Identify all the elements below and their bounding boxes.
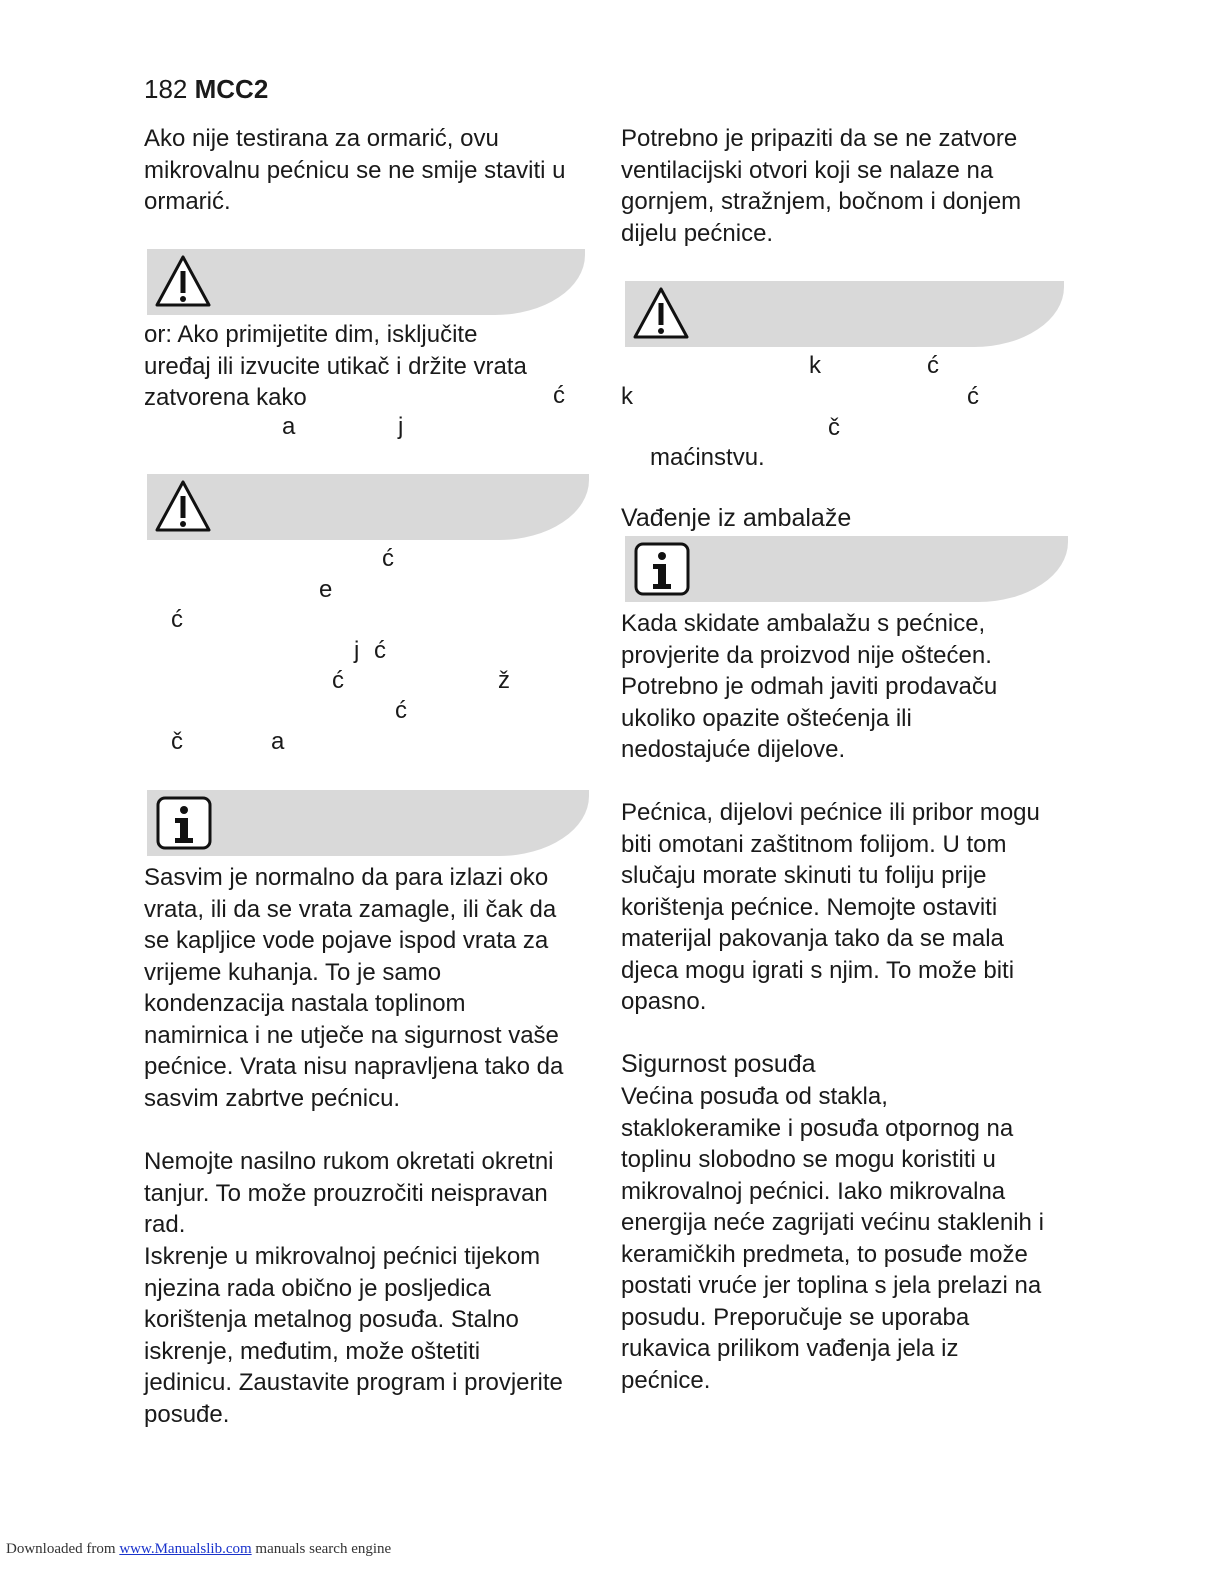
warning-2-fragment: ž xyxy=(498,667,510,694)
manualslib-link[interactable]: www.Manualslib.com xyxy=(119,1541,252,1557)
page-number: 182 xyxy=(144,74,188,104)
warning-2-fragment: ć xyxy=(332,667,344,694)
warning-2-fragment: č xyxy=(171,728,183,755)
footer-prefix: Downloaded from xyxy=(6,1541,120,1557)
model-name: MCC2 xyxy=(194,74,269,104)
warning-3-fragment: k xyxy=(809,352,821,379)
warning-2-fragment: j xyxy=(354,637,360,664)
info-banner-1 xyxy=(147,790,589,856)
warning-3-fragment: ć xyxy=(927,352,939,379)
warning-3-fragment: ć xyxy=(967,383,979,410)
warning-2-fragment: ć xyxy=(382,545,394,572)
right-paragraph-2: Pećnica, dijelovi pećnice ili pribor mogu biti omotani zaštitnom folijom. U tom slučaju morate skinuti tu foliju prije korištenja pećnice. Nemojte ostaviti materijal pakovanja tako da se mala djeca mogu igrati s njim. To može biti opasno. xyxy=(621,799,1040,1015)
download-footer xyxy=(6,1541,391,1558)
warning-3-fragment: k xyxy=(621,383,633,410)
warning-2-fragment: e xyxy=(319,576,333,603)
warning-banner-3 xyxy=(625,281,1064,347)
left-paragraph-1: Ako nije testirana za ormarić, ovu mikrovalnu pećnicu se ne smije staviti u ormarić. xyxy=(144,125,566,215)
info-2-text: Kada skidate ambalažu s pećnice, provjerite da proizvod nije oštećen. Potrebno je odmah javiti prodavaču ukoliko opazite oštećenja ili nedostajuće dijelove. xyxy=(621,610,998,763)
left-paragraph-2: Nemojte nasilno rukom okretati okretni tanjur. To može prouzročiti neispravan rad. xyxy=(144,1148,554,1238)
section-heading-cookware-safety: Sigurnost posuđa xyxy=(621,1050,816,1078)
info-icon xyxy=(631,540,691,598)
footer-suffix: manuals search engine xyxy=(251,1541,392,1557)
warning-banner-2 xyxy=(147,474,589,540)
warning-icon xyxy=(153,478,213,536)
left-paragraph-3: Iskrenje u mikrovalnoj pećnici tijekom njezina rada obično je posljedica korištenja metalnog posuđa. Stalno iskrenje, međutim, može oštetiti jedinicu. Zaustavite program i provjerite posuđe. xyxy=(144,1243,563,1428)
right-paragraph-3: Većina posuđa od stakla, staklokeramike i posuđa otpornog na toplinu slobodno se mogu koristiti u mikrovalnoj pećnici. Iako mikrovalna energija neće zagrijati većinu staklenih i keramičkih predmeta, to posuđe može postati vruće jer toplina s jela prelazi na posudu. Preporučuje se uporaba rukavica prilikom vađenja jela iz pećnice. xyxy=(621,1083,1044,1394)
warning-1-fragment: ć xyxy=(553,382,565,409)
warning-1-text: or: Ako primijetite dim, isključite uređaj ili izvucite utikač i držite vrata zatvorena kako xyxy=(144,321,527,411)
right-paragraph-1: Potrebno je pripaziti da se ne zatvore ventilacijski otvori koji se nalaze na gornjem, stražnjem, bočnom i donjem dijelu pećnice. xyxy=(621,125,1022,247)
warning-icon xyxy=(631,285,691,343)
info-banner-2 xyxy=(625,536,1068,602)
warning-3-fragment: č xyxy=(828,414,840,441)
warning-2-fragment: ć xyxy=(395,697,407,724)
section-heading-unpacking: Vađenje iz ambalaže xyxy=(621,504,852,532)
info-1-text: Sasvim je normalno da para izlazi oko vrata, ili da se vrata zamagle, ili čak da se kapljice vode pojave ispod vrata za vrijeme kuhanja. To je samo kondenzacija nastala toplinom namirnica i ne utječe na sigurnost vaše pećnice. Vrata nisu napravljena tako da sasvim zabrtve pećnicu. xyxy=(144,864,564,1112)
warning-1-fragment: a xyxy=(282,413,296,440)
warning-2-fragment: ć xyxy=(171,606,183,633)
warning-2-fragment: a xyxy=(271,728,285,755)
warning-1-fragment: j xyxy=(398,413,404,440)
page-header xyxy=(144,74,268,105)
warning-banner-1 xyxy=(147,249,585,315)
warning-3-tail: maćinstvu. xyxy=(650,444,765,471)
warning-2-fragment: ć xyxy=(374,637,386,664)
warning-icon xyxy=(153,253,213,311)
info-icon xyxy=(153,794,213,852)
